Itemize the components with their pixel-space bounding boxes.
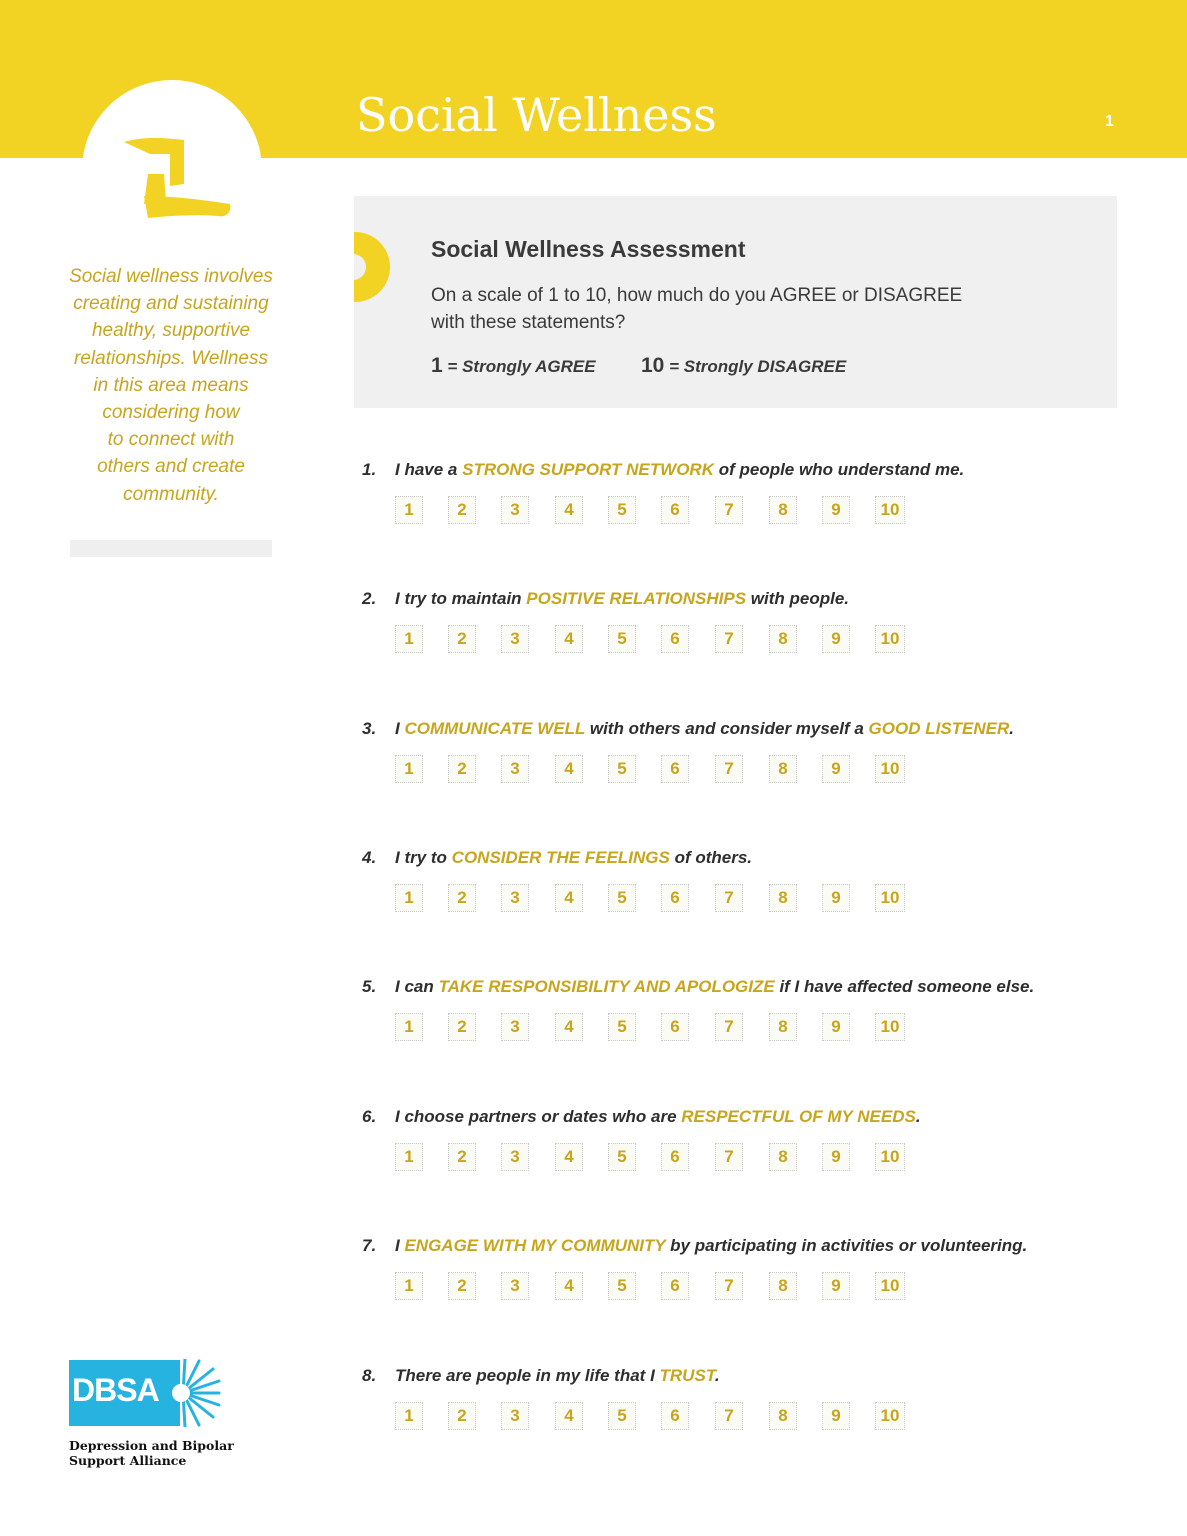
question-text-part: I <box>395 1236 405 1255</box>
rating-option-4[interactable]: 4 <box>555 1272 583 1300</box>
rating-option-8[interactable]: 8 <box>769 884 797 912</box>
rating-option-3[interactable]: 3 <box>501 1402 529 1430</box>
rating-option-6[interactable]: 6 <box>661 1402 689 1430</box>
sidebar-divider <box>70 540 272 557</box>
rating-option-4[interactable]: 4 <box>555 884 583 912</box>
rating-options <box>362 755 1082 785</box>
question-text-part: if I have affected someone else. <box>774 977 1035 996</box>
rating-option-4[interactable]: 4 <box>555 755 583 783</box>
rating-option-9[interactable]: 9 <box>822 884 850 912</box>
rating-option-7[interactable]: 7 <box>715 496 743 524</box>
question-highlight: COMMUNICATE WELL <box>404 719 586 738</box>
question-text-part: There are people in my life that I <box>395 1366 660 1385</box>
social-wellness-icon <box>114 124 238 224</box>
scale-low-number: 1 <box>431 354 443 377</box>
rating-option-7[interactable]: 7 <box>715 625 743 653</box>
question-text-part: I can <box>395 977 439 996</box>
assessment-description: On a scale of 1 to 10, how much do you AGREE or DISAGREE with these statements? <box>431 285 963 333</box>
rating-option-5[interactable]: 5 <box>608 625 636 653</box>
dbsa-logo <box>69 1359 223 1427</box>
rating-option-7[interactable]: 7 <box>715 1013 743 1041</box>
assessment-title: Social Wellness Assessment <box>431 236 746 262</box>
rating-option-8[interactable]: 8 <box>769 1143 797 1171</box>
question-item <box>362 1235 1082 1302</box>
rating-option-9[interactable]: 9 <box>822 755 850 783</box>
rating-option-8[interactable]: 8 <box>769 1013 797 1041</box>
rating-option-3[interactable]: 3 <box>501 1143 529 1171</box>
rating-option-6[interactable]: 6 <box>661 625 689 653</box>
rating-option-4[interactable]: 4 <box>555 1402 583 1430</box>
question-text <box>362 1365 1082 1387</box>
rating-option-10[interactable]: 10 <box>875 884 905 912</box>
rating-option-10[interactable]: 10 <box>875 1143 905 1171</box>
question-highlight: RESPECTFUL OF MY NEEDS <box>681 1107 916 1126</box>
rating-option-4[interactable]: 4 <box>555 1013 583 1041</box>
rating-option-2[interactable]: 2 <box>448 1143 476 1171</box>
dbsa-logo-text: DBSA <box>72 1372 159 1408</box>
rating-option-8[interactable]: 8 <box>769 496 797 524</box>
rating-option-2[interactable]: 2 <box>448 755 476 783</box>
rating-option-1[interactable]: 1 <box>395 625 423 653</box>
question-text <box>362 459 1082 481</box>
rating-option-5[interactable]: 5 <box>608 755 636 783</box>
question-number: 6. <box>362 1107 377 1126</box>
rating-option-1[interactable]: 1 <box>395 496 423 524</box>
rating-options <box>362 496 1082 526</box>
question-highlight: ENGAGE WITH MY COMMUNITY <box>404 1236 666 1255</box>
rating-option-2[interactable]: 2 <box>448 1272 476 1300</box>
question-text-part: with others and consider myself a <box>585 719 869 738</box>
rating-option-3[interactable]: 3 <box>501 496 529 524</box>
rating-option-3[interactable]: 3 <box>501 884 529 912</box>
rating-option-4[interactable]: 4 <box>555 1143 583 1171</box>
rating-option-9[interactable]: 9 <box>822 625 850 653</box>
rating-option-7[interactable]: 7 <box>715 1272 743 1300</box>
question-highlight: TRUST <box>659 1366 715 1385</box>
rating-option-1[interactable]: 1 <box>395 1143 423 1171</box>
rating-option-9[interactable]: 9 <box>822 1272 850 1300</box>
rating-option-2[interactable]: 2 <box>448 625 476 653</box>
scale-high-number: 10 <box>641 354 665 377</box>
question-highlight: CONSIDER THE FEELINGS <box>451 848 670 867</box>
rating-options <box>362 1272 1082 1302</box>
rating-option-5[interactable]: 5 <box>608 1272 636 1300</box>
starburst-icon <box>163 1359 223 1427</box>
question-text-part: with people. <box>746 589 850 608</box>
page-number: 1 <box>1105 113 1114 130</box>
question-item <box>362 976 1082 1043</box>
rating-option-1[interactable]: 1 <box>395 1402 423 1430</box>
page-title: Social Wellness <box>356 88 717 142</box>
scale-high-label: = Strongly DISAGREE <box>669 357 847 376</box>
question-number: 1. <box>362 460 377 479</box>
question-item <box>362 1106 1082 1173</box>
rating-option-8[interactable]: 8 <box>769 625 797 653</box>
question-text-part: I try to <box>395 848 452 867</box>
rating-option-9[interactable]: 9 <box>822 1402 850 1430</box>
rating-option-9[interactable]: 9 <box>822 1013 850 1041</box>
sidebar-description: Social wellness involves creating and sustaining healthy, supportive relationships. Wellness in this area means considering how to connect with others and create community. <box>69 266 273 505</box>
question-highlight: STRONG SUPPORT NETWORK <box>462 460 714 479</box>
question-text-part: I have a <box>395 460 463 479</box>
assessment-instructions-panel <box>354 196 1117 408</box>
question-text-part: . <box>1009 719 1015 738</box>
scale-key-disagree <box>641 354 846 378</box>
rating-option-10[interactable]: 10 <box>875 1272 905 1300</box>
rating-options <box>362 1402 1082 1432</box>
rating-option-1[interactable]: 1 <box>395 1013 423 1041</box>
rating-option-6[interactable]: 6 <box>661 884 689 912</box>
rating-option-3[interactable]: 3 <box>501 625 529 653</box>
rating-option-2[interactable]: 2 <box>448 1402 476 1430</box>
question-text <box>362 1235 1082 1257</box>
question-text <box>362 588 1082 610</box>
question-number: 5. <box>362 977 377 996</box>
rating-option-3[interactable]: 3 <box>501 1013 529 1041</box>
rating-options <box>362 1013 1082 1043</box>
question-highlight: POSITIVE RELATIONSHIPS <box>526 589 747 608</box>
rating-option-3[interactable]: 3 <box>501 755 529 783</box>
question-text-part: of others. <box>669 848 753 867</box>
rating-option-1[interactable]: 1 <box>395 884 423 912</box>
rating-option-8[interactable]: 8 <box>769 1402 797 1430</box>
question-text <box>362 976 1082 998</box>
rating-options <box>362 884 1082 914</box>
question-text-part: I try to maintain <box>395 589 527 608</box>
rating-option-5[interactable]: 5 <box>608 496 636 524</box>
question-text <box>362 1106 1082 1128</box>
rating-option-10[interactable]: 10 <box>875 625 905 653</box>
scale-low-label: = Strongly AGREE <box>447 357 596 376</box>
rating-option-6[interactable]: 6 <box>661 1272 689 1300</box>
rating-option-5[interactable]: 5 <box>608 1402 636 1430</box>
question-highlight: GOOD LISTENER <box>868 719 1010 738</box>
organization-name: Depression and Bipolar Support Alliance <box>69 1438 234 1468</box>
rating-option-4[interactable]: 4 <box>555 496 583 524</box>
rating-option-7[interactable]: 7 <box>715 1402 743 1430</box>
question-highlight: TAKE RESPONSIBILITY AND APOLOGIZE <box>438 977 775 996</box>
rating-option-5[interactable]: 5 <box>608 884 636 912</box>
question-item <box>362 459 1082 526</box>
question-text <box>362 847 1082 869</box>
question-number: 8. <box>362 1366 377 1385</box>
question-text-part: I choose partners or dates who are <box>395 1107 682 1126</box>
rating-option-6[interactable]: 6 <box>661 496 689 524</box>
question-number: 3. <box>362 719 377 738</box>
rating-option-8[interactable]: 8 <box>769 755 797 783</box>
rating-option-3[interactable]: 3 <box>501 1272 529 1300</box>
rating-option-5[interactable]: 5 <box>608 1143 636 1171</box>
rating-option-2[interactable]: 2 <box>448 884 476 912</box>
rating-option-10[interactable]: 10 <box>875 755 905 783</box>
rating-option-2[interactable]: 2 <box>448 496 476 524</box>
question-text-part: by participating in activities or volunteering. <box>665 1236 1028 1255</box>
rating-option-10[interactable]: 10 <box>875 496 905 524</box>
question-item <box>362 847 1082 914</box>
question-text-part: . <box>714 1366 720 1385</box>
rating-option-5[interactable]: 5 <box>608 1013 636 1041</box>
rating-options <box>362 1143 1082 1173</box>
rating-option-8[interactable]: 8 <box>769 1272 797 1300</box>
rating-option-7[interactable]: 7 <box>715 1143 743 1171</box>
rating-option-6[interactable]: 6 <box>661 755 689 783</box>
rating-option-10[interactable]: 10 <box>875 1013 905 1041</box>
question-number: 7. <box>362 1236 377 1255</box>
rating-option-6[interactable]: 6 <box>661 1143 689 1171</box>
question-text-part: of people who understand me. <box>713 460 965 479</box>
rating-option-2[interactable]: 2 <box>448 1013 476 1041</box>
rating-option-6[interactable]: 6 <box>661 1013 689 1041</box>
rating-option-7[interactable]: 7 <box>715 884 743 912</box>
rating-option-7[interactable]: 7 <box>715 755 743 783</box>
question-text-part: I <box>395 719 405 738</box>
rating-option-1[interactable]: 1 <box>395 1272 423 1300</box>
rating-option-4[interactable]: 4 <box>555 625 583 653</box>
rating-options <box>362 625 1082 655</box>
rating-option-9[interactable]: 9 <box>822 496 850 524</box>
rating-option-1[interactable]: 1 <box>395 755 423 783</box>
question-text <box>362 718 1082 740</box>
rating-option-9[interactable]: 9 <box>822 1143 850 1171</box>
question-number: 2. <box>362 589 377 608</box>
question-item <box>362 1365 1082 1432</box>
question-item <box>362 588 1082 655</box>
question-item <box>362 718 1082 785</box>
question-text-part: . <box>915 1107 921 1126</box>
question-number: 4. <box>362 848 377 867</box>
rating-option-10[interactable]: 10 <box>875 1402 905 1430</box>
scale-key-agree <box>431 354 596 378</box>
